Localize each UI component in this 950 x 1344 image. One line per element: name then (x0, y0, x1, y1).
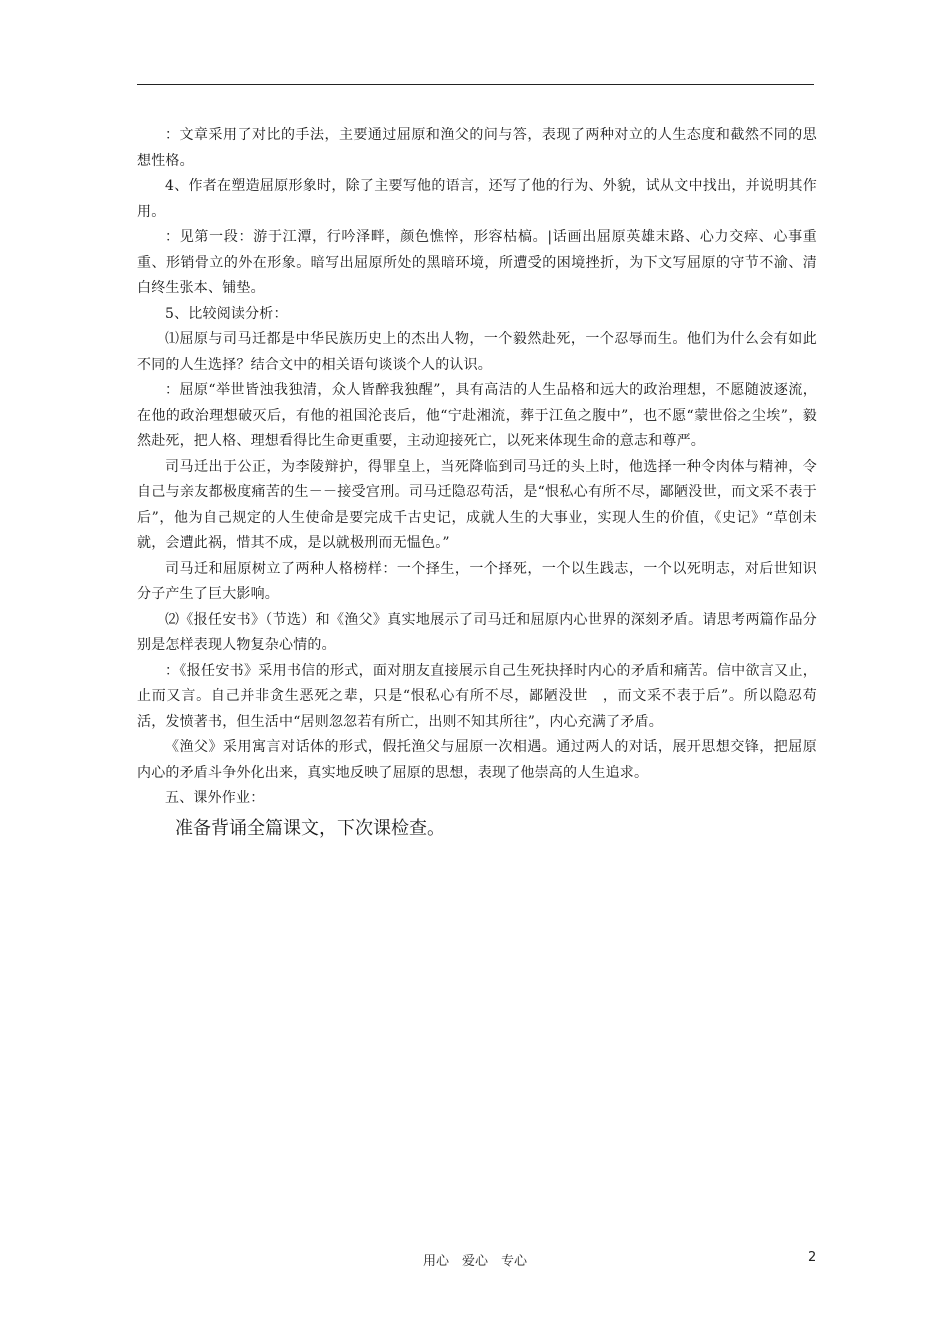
answer-paragraph: ：见第一段：游于江潭，行吟泽畔，颜色憔悴，形容枯槁。|话画出屈原英雄末路、心力交瘁、心事重重、形销骨立的外在形象。暗写出屈原所处的黑暗环境，所遭受的困境挫折，为下文写屈原的守节不渝、清白终生张本、铺垫。 (137, 229, 817, 296)
body-paragraph: 《渔父》采用寓言对话体的形式，假托渔父与屈原一次相遇。通过两人的对话，展开思想交锋，把屈原内心的矛盾斗争外化出来，真实地反映了屈原的思想，表现了他崇高的人生追求。 (137, 739, 817, 781)
page-number: 2 (808, 1250, 817, 1265)
section-heading: 5、比较阅读分析： (165, 305, 288, 322)
question-paragraph: ⑵《报任安书》（节选）和《渔父》真实地展示了司马迁和屈原内心世界的深刻矛盾。请思考两篇作品分别是怎样表现人物复杂心情的。 (137, 611, 817, 653)
homework-text: 准备背诵全篇课文，下次课检查。 (175, 817, 445, 839)
body-paragraph: 司马迁和屈原树立了两种人格榜样：一个择生，一个择死，一个以生践志，一个以死明志，对后世知识分子产生了巨大影响。 (137, 560, 817, 602)
answer-paragraph: ：屈原“举世皆浊我独清，众人皆醉我独醒”，具有高洁的人生品格和远大的政治理想，不愿随波逐流，在他的政治理想破灭后，有他的祖国沦丧后，他“宁赴湘流，葬于江鱼之腹中”，也不愿“蒙世俗之尘埃”，毅然赴死，把人格、理想看得比生命更重要，主动迎接死亡，以死来体现生命的意志和尊严。 (137, 382, 817, 449)
body-paragraph: 司马迁出于公正，为李陵辩护，得罪皇上，当死降临到司马迁的头上时，他选择一种令肉体与精神，令自己与亲友都极度痛苦的生－－接受宫刑。司马迁隐忍苟活，是“恨私心有所不尽，鄙陋没世，而文采不表于后”，他为自己规定的人生使命是要完成千古史记，成就人生的大事业，实现人生的价值，《史记》“草创未就，会遭此祸，惜其不成，是以就极刑而无愠色。” (137, 458, 817, 551)
question-paragraph: ⑴屈原与司马迁都是中华民族历史上的杰出人物，一个毅然赴死，一个忍辱而生。他们为什么会有如此不同的人生选择？结合文中的相关语句谈谈个人的认识。 (137, 331, 817, 373)
footer-motto: 用心 爱心 专心 (422, 1254, 527, 1269)
answer-paragraph: ：文章采用了对比的手法，主要通过屈原和渔父的问与答，表现了两种对立的人生态度和截然不同的思想性格。 (137, 127, 817, 169)
document-body (137, 123, 817, 844)
header-rule (137, 84, 814, 85)
section-heading: 五、课外作业： (165, 790, 265, 806)
question-paragraph: 4、作者在塑造屈原形象时，除了主要写他的语言，还写了他的行为、外貌，试从文中找出，并说明其作用。 (137, 178, 817, 220)
answer-paragraph: ：《报任安书》采用书信的形式，面对朋友直接展示自己生死抉择时内心的矛盾和痛苦。信中欲言又止，止而又言。自己并非贪生恶死之辈，只是“恨私心有所不尽，鄙陋没世 ，而文采不表于后”。所以隐忍苟活，发愤著书，但生活中“居则忽忽若有所亡，出则不知其所往”，内心充满了矛盾。 (137, 662, 817, 730)
